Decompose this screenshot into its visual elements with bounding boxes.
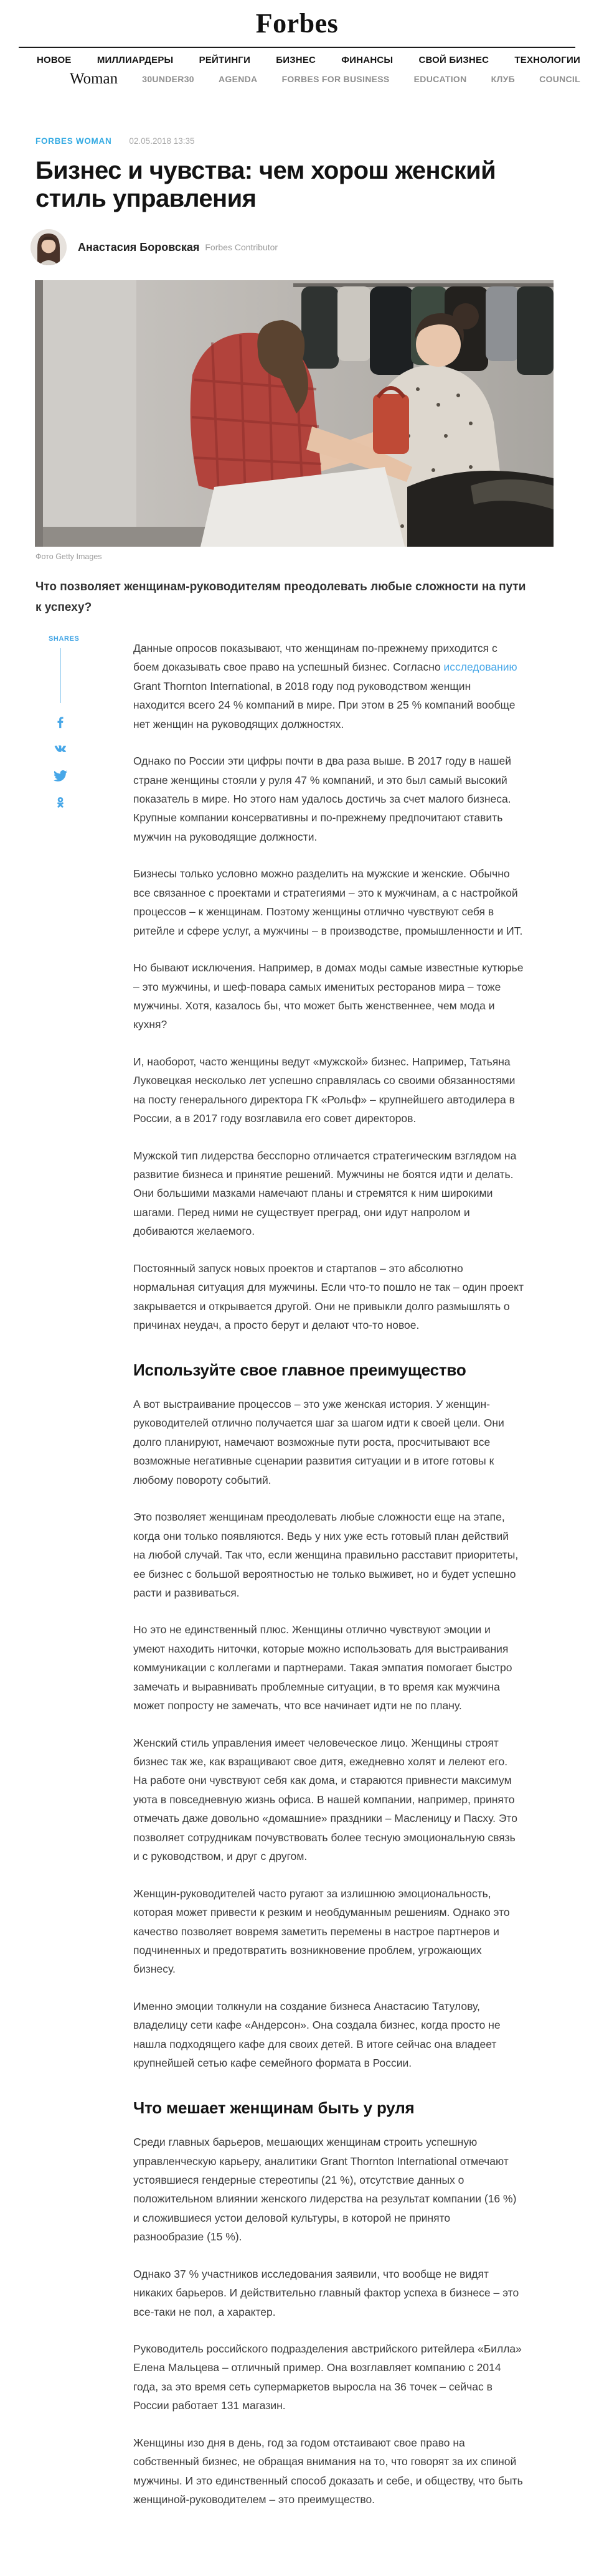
article-paragraph: Руководитель российского подразделения австрийского ритейлера «Билла» Елена Мальцева – отличный пример. Она возглавляет компанию с 2014 года, за это время сеть супермаркетов выросла на 36 точек – сейчас в России работает 131 магазин. (133, 2342, 522, 2412)
secondary-nav-item[interactable]: Woman (70, 70, 118, 87)
article-paragraph: Женщин-руководителей часто ругают за излишнюю эмоциональность, которая может привести к резким и необдуманным решениям. Однако это качество позволяет вовремя заметить перемены в настрое партнеров и подчиненных и предотвратить возникновение проблем, угрожающих бизнесу. (133, 1887, 510, 1976)
secondary-nav-item[interactable]: EDUCATION (413, 74, 467, 84)
article-paragraph: Но это не единственный плюс. Женщины отлично чувствуют эмоции и умеют находить ниточки, которые можно использовать для выстраивания коммуникации с коллегами и партнерами. Такая эмпатия помогает быстро замечать и выравнивать проблемные ситуации, в то время как мужчина может попросту не замечать, что все начинает идти не по плану. (133, 1623, 512, 1712)
primary-nav-item[interactable]: МИЛЛИАРДЕРЫ (97, 55, 174, 65)
article-paragraph: И, наоборот, часто женщины ведут «мужской» бизнес. Например, Татьяна Луковецкая несколько лет успешно справлялась со своими обязанностями на посту генерального директора ГК «Рольф» – крупнейшего автодилера в России, а в 2017 году возглавила его совет директоров. (133, 1055, 516, 1125)
vk-icon[interactable] (49, 742, 72, 758)
forbes-logo[interactable]: Forbes (255, 8, 339, 39)
article-paragraph: Это позволяет женщинам преодолевать любые сложности еще на этапе, когда они только появляются. Ведь у них уже есть готовый план действий на любой случай. Так что, если женщина правильно расставит приоритеты, ее бизнес с большой вероятностью не только выживет, но и будет успешно расти и развиваться. (133, 1511, 519, 1599)
share-rail (49, 635, 80, 823)
photo-credit: Фото Getty Images (35, 552, 102, 562)
twitter-icon[interactable] (49, 769, 72, 785)
section-heading: Что мешает женщинам быть у руля (133, 2098, 415, 2117)
author-avatar[interactable] (31, 229, 67, 265)
primary-nav-item[interactable]: ФИНАНСЫ (341, 55, 394, 65)
author-role: Forbes Contributor (205, 242, 278, 253)
site-header (0, 0, 594, 94)
article-paragraph: Постоянный запуск новых проектов и стартапов – это абсолютно нормальная ситуация для мужчины. Если что-то пошло не так – один проект закрывается и открывается другой. Они не привыкли долго размышлять о причинах неудач, а просто берут и делают что-то новое. (133, 1262, 524, 1332)
logo-row (0, 0, 594, 44)
article-paragraph: Однако 37 % участников исследования заявили, что вообще не видят никаких барьеров. И действительно главный фактор успеха в бизнесе – это все-таки не пол, а характер. (133, 2267, 519, 2318)
article-paragraph: Женский стиль управления имеет человеческое лицо. Женщины строят бизнес так же, как взращивают свое дитя, ежедневно холят и лелеют его. На работе они чувствуют себя как дома, и стараются привнести максимум уюта в повседневную жизнь офиса. В нашей компании, например, принято отмечать даже довольно «домашние» праздники – Масленицу и Пасху. Это позволяет сотрудникам почувствовать более тесную эмоциональную связь и с руководством, и друг с другом. (133, 1736, 517, 1863)
article-paragraph: Женщины изо дня в день, год за годом отстаивают свое право на собственный бизнес, не обращая внимания на то, что говорят за их спиной мужчины. И это единственный способ доказать и себе, и обществу, что быть женщиной-руководителем – это преимущество. (133, 2436, 523, 2506)
publish-datetime: 02.05.2018 13:35 (129, 136, 195, 146)
hero-image (35, 280, 554, 547)
primary-nav-item[interactable]: РЕЙТИНГИ (199, 55, 251, 65)
inline-link[interactable]: исследованию (443, 661, 517, 674)
article (0, 136, 594, 2576)
page-title: Бизнес и чувства: чем хорош женский стиль управления (35, 157, 496, 213)
article-lead: Что позволяет женщинам-руководителям преодолевать любые сложности на пути к успеху? (35, 580, 526, 614)
odnoklassniki-icon[interactable] (49, 796, 72, 812)
secondary-nav-item[interactable]: AGENDA (218, 74, 258, 84)
secondary-nav-item[interactable]: COUNCIL (539, 74, 580, 84)
primary-nav-item[interactable]: ТЕХНОЛОГИИ (514, 55, 580, 65)
article-paragraph: Мужской тип лидерства бесспорно отличается стратегическим взглядом на развитие бизнеса и принятие решений. Мужчины не боятся идти и делать. Они большими мазками намечают планы и стремятся к ним широкими шагами. Перед ними не существует преград, они идут напролом и добиваются желаемого. (133, 1149, 517, 1238)
secondary-nav (0, 67, 594, 94)
facebook-icon[interactable] (49, 715, 72, 732)
article-paragraph: А вот выстраивание процессов – это уже женская история. У женщин-руководителей отлично получается шаг за шагом идти к своей цели. Они долго планируют, намечают возможные пути роста, просчитывают все возможные негативные сценарии развития ситуации и в итоге готовы к любому повороту событий. (133, 1398, 504, 1486)
article-paragraph: Однако по России эти цифры почти в два раза выше. В 2017 году в нашей стране женщины стояли у руля 47 % компаний, и это был самый высокий показатель в мире. Но этого нам удалось достичь за счет малого бизнеса. Крупные компании консервативны и по-прежнему предпочитают ставить мужчин на руководящие должности. (133, 755, 511, 843)
secondary-nav-item[interactable]: 30UNDER30 (142, 74, 194, 84)
shares-label: SHARES (49, 635, 80, 643)
primary-nav-item[interactable]: СВОЙ БИЗНЕС (418, 55, 489, 65)
secondary-nav-item[interactable]: FORBES FOR BUSINESS (281, 74, 390, 84)
author-block (31, 229, 594, 265)
article-paragraph: Но бывают исключения. Например, в домах моды самые известные кутюрье – это мужчины, и шеф-повара самых именитых ресторанов мира – тоже мужчины. Хотя, казалось бы, что может быть женственнее, чем мода и кухня? (133, 961, 524, 1031)
primary-nav-item[interactable]: БИЗНЕС (276, 55, 316, 65)
article-body (133, 639, 524, 2509)
secondary-nav-item[interactable]: КЛУБ (491, 74, 515, 84)
article-paragraph: Данные опросов показывают, что женщинам по-прежнему приходится с боем доказывать свое право на успешный бизнес. Согласно исследованию Grant Thornton International, в 2018 году под руководством женщин находится всего 24 % компаний в мире. При этом в 25 % компаний вообще нет женщин на руководящих должностях. (133, 641, 517, 730)
hero-figure (35, 280, 554, 561)
article-paragraph: Бизнесы только условно можно разделить на мужские и женские. Обычно все связанное с проектами и стратегиями – это к мужчинам, а с настройкой процессов – к женщинам. Поэтому женщины отлично чувствуют себя в ритейле и сфере услуг, а мужчины – в производстве, промышленности и ИТ. (133, 867, 523, 937)
section-heading: Используйте свое главное преимущество (133, 1360, 466, 1379)
primary-nav-item[interactable]: НОВОЕ (37, 55, 72, 65)
article-paragraph: Именно эмоции толкнули на создание бизнеса Анастасию Татулову, владелицу сети кафе «Андерсон». Она создала бизнес, когда просто не нашла подходящего кафе для своих детей. В итоге сейчас она владеет крупнейшей сетью кафе семейного формата в России. (133, 1999, 501, 2070)
avatar-image (31, 229, 67, 265)
primary-nav (0, 48, 594, 67)
article-paragraph: Среди главных барьеров, мешающих женщинам строить успешную управленческую карьеру, аналитики Grant Thornton International отмечают устоявшиеся гендерные стереотипы (21 %), отсутствие данных о положительном влиянии женского лидерства на результат компании (16 %) и сложившиеся устои деловой культуры, в которой не принято разнообразие (15 %). (133, 2136, 517, 2243)
breadcrumb-section-link[interactable]: FORBES WOMAN (35, 136, 112, 146)
article-content (0, 635, 594, 2576)
breadcrumb (35, 136, 580, 146)
author-name[interactable]: Анастасия Боровская (78, 240, 200, 253)
share-divider (60, 648, 61, 703)
